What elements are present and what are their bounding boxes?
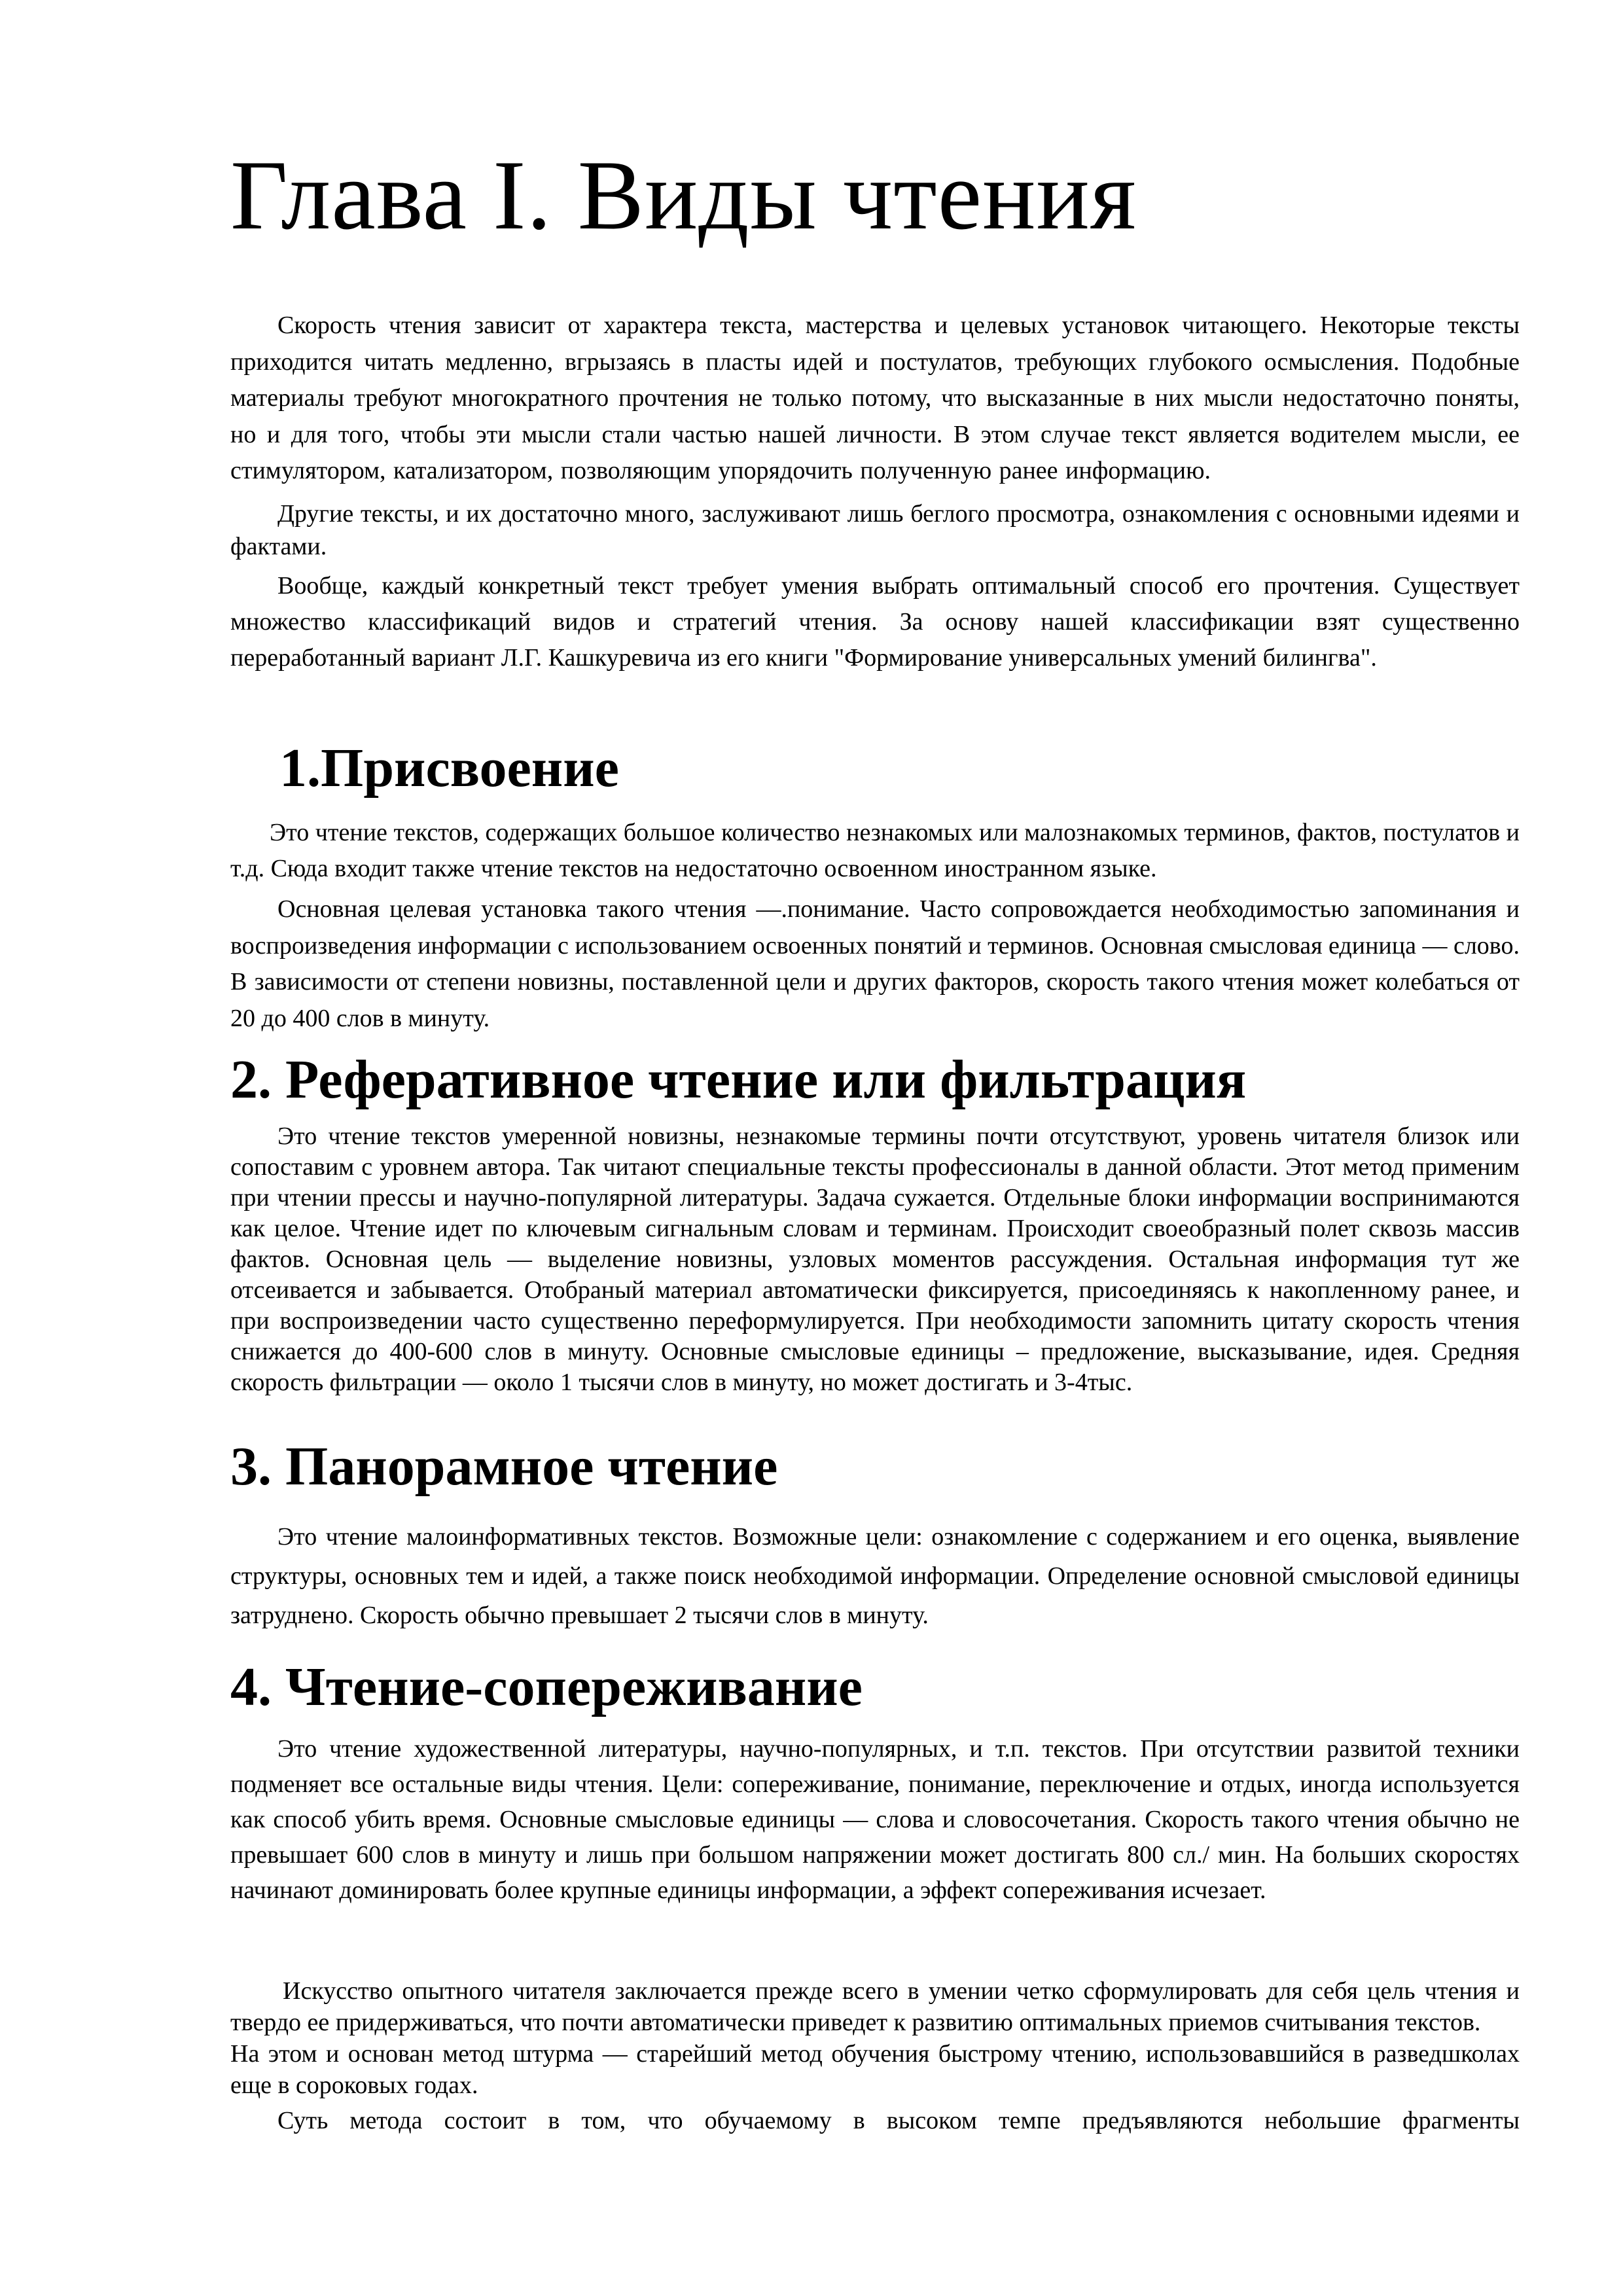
intro-paragraph: Другие тексты, и их достаточно много, заслуживают лишь беглого просмотра, ознакомления с основными идеями и фактами. [230, 499, 1520, 560]
section-paragraph: Это чтение художественной литературы, научно-популярных, и т.п. текстов. При отсутствии развитой техники подменяет все остальные виды чтения. Цели: сопереживание, понимание, переключение и отдых, иногда используется как способ убить время. Основные смысловые единицы — слова и словосочетания. Скорость такого чтения обычно не превышает 600 слов в минуту и лишь при большом напряжении может достигать 800 сл./ мин. На больших скоростях начинают доминировать более крупные единицы информации, а эффект сопереживания исчезает. [230, 1735, 1520, 1904]
intro-paragraph: Вообще, каждый конкретный текст требует умения выбрать оптимальный способ его прочтения. Существует множество классификаций видов и стратегий чтения. За основу нашей классификации взят существенно переработанный вариант Л.Г. Кашкуревича из его книги "Формирование универсальных умений билингва". [230, 571, 1520, 672]
document-page [230, 0, 1520, 2296]
section-paragraph: Основная целевая установка такого чтения —.понимание. Часто сопровождается необходимостью запоминания и воспроизведения информации с использованием освоенных понятий и терминов. Основная смысловая единица — слово. В зависимости от степени новизны, поставленной цели и других факторов, скорость такого чтения может колебаться от 20 до 400 слов в минуту. [230, 895, 1520, 1032]
section-paragraph: Это чтение текстов, содержащих большое количество незнакомых или малознакомых терминов, фактов, постулатов и т.д. Сюда входит также чтение текстов на недостаточно освоенном иностранном языке. [230, 819, 1520, 882]
closing-paragraph: Суть метода состоит в том, что обучаемому в высоком темпе предъявляются небольшие фрагменты [277, 2107, 1520, 2134]
section-heading: 1.Присвоение [279, 738, 619, 798]
section-body [230, 1731, 1520, 1908]
section-paragraph: Это чтение малоинформативных текстов. Возможные цели: ознакомление с содержанием и его оценка, выявление структуры, основных тем и идей, а также поиск необходимой информации. Определение основной смысловой единицы затруднено. Скорость обычно превышает 2 тысячи слов в минуту. [230, 1523, 1520, 1629]
closing-paragraph: На этом и основан метод штурма — старейший метод обучения быстрому чтению, использовавшийся в разведшколах еще в сороковых годах. [230, 2040, 1520, 2099]
intro-paragraph: Скорость чтения зависит от характера текста, мастерства и целевых установок читающего. Некоторые тексты приходится читать медленно, вгрызаясь в пласты идей и постулатов, требующих глубокого осмысления. Подобные материалы требуют многократного прочтения не только потому, что высказанные в них мысли недостаточно поняты, но и для того, чтобы эти мысли стали частью нашей личности. В этом случае текст является водителем мысли, ее стимулятором, катализатором, позволяющим упорядочить полученную ранее информацию. [230, 312, 1520, 484]
section-paragraph: Это чтение текстов умеренной новизны, незнакомые термины почти отсутствуют, уровень читателя близок или сопоставим с уровнем автора. Так читают специальные тексты профессионалы в данной области. Этот метод применим при чтении прессы и научно-популярной литературы. Задача сужается. Отдельные блоки информации воспринимаются как целое. Чтение идет по ключевым сигнальным словам и терминам. Происходит своеобразный полет сквозь массив фактов. Основная цель — выделение новизны, узловых моментов рассуждения. Остальная информация тут же отсеивается и забывается. Отобраный материал автоматически фиксируется, присоединяясь к накопленному ранее, и при воспроизведении часто существенно переформулируется. При необходимости запомнить цитату скорость чтения снижается до 400-600 слов в минуту. Основные смысловые единицы – предложение, высказывание, идея. Средняя скорость фильтрации — около 1 тысячи слов в минуту, но может достигать и 3-4тыс. [230, 1122, 1520, 1396]
closing-paragraph: Искусство опытного читателя заключается прежде всего в умении четко сформулировать для себя цель чтения и твердо ее придерживаться, что почти автоматически приведет к развитию оптимальных приемов считывания текстов. [230, 1977, 1520, 2036]
section-body [230, 1517, 1520, 1635]
closing-block [230, 1975, 1520, 2136]
section-heading: 4. Чтение-сопереживание [230, 1657, 863, 1717]
intro-block [230, 308, 1520, 676]
section-body [230, 1121, 1520, 1398]
section-heading: 3. Панорамное чтение [230, 1436, 778, 1497]
section-body [230, 815, 1520, 1037]
chapter-title: Глава I. Виды чтения [230, 140, 1137, 250]
section-heading: 2. Реферативное чтение или фильтрация [230, 1049, 1247, 1110]
